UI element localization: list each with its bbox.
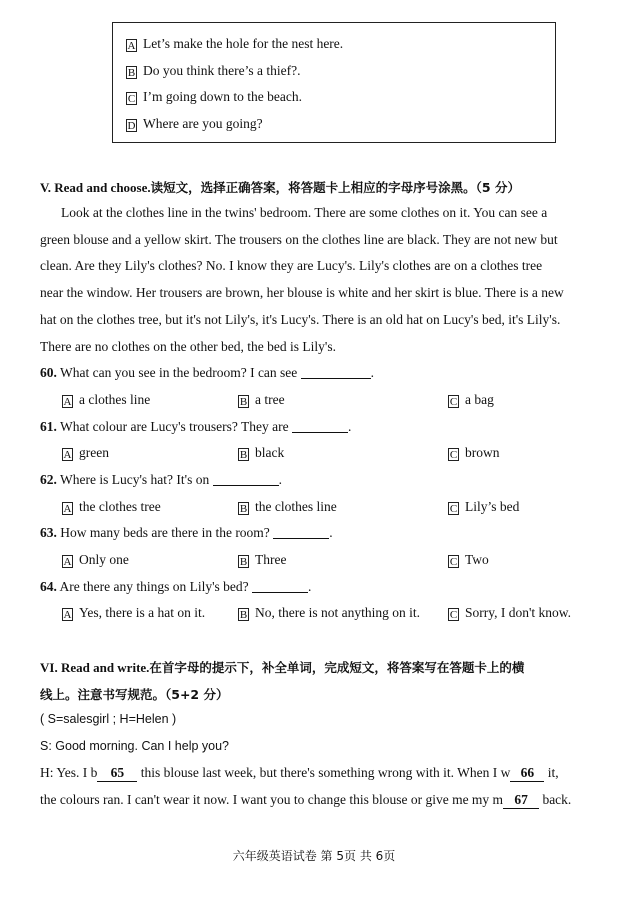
answer-blank-66[interactable]: 66	[510, 765, 544, 782]
q64-option-b[interactable]: B No, there is not anything on it.	[239, 605, 420, 621]
section6-heading: VI. Read and write.在首字母的提示下，补全单词，完成短文，将答案写在答题卡上的横	[40, 660, 525, 675]
q61-option-b[interactable]: B black	[239, 445, 285, 461]
answer-blank[interactable]	[273, 526, 329, 539]
q62-option-b[interactable]: B the clothes line	[239, 499, 337, 515]
answer-blank[interactable]	[252, 580, 308, 593]
q60-option-a[interactable]: A a clothes line	[63, 392, 151, 408]
q64-option-a[interactable]: A Yes, there is a hat on it.	[63, 605, 206, 621]
question-60: 60. What can you see in the bedroom? I can see .	[40, 365, 375, 380]
dialogue-line-1: S: Good morning. Can I help you?	[40, 739, 230, 753]
answer-blank-67[interactable]: 67	[503, 792, 539, 809]
section5-heading: V. Read and choose.读短文，选择正确答案，将答题卡上相应的字母序号涂黑。（5 分）	[40, 180, 520, 195]
q63-option-c[interactable]: C Two	[449, 552, 489, 568]
passage-line-6: There are no clothes on the other bed, the bed is Lily's.	[40, 339, 336, 354]
section6-heading-cont: 线上。注意书写规范。（5+2 分）	[40, 687, 229, 702]
passage-line-2: green blouse and a yellow skirt. The trousers on the clothes line are black. They are not new but	[40, 232, 558, 247]
q61-option-c[interactable]: C brown	[449, 445, 500, 461]
role-legend: ( S=salesgirl ; H=Helen )	[40, 712, 177, 726]
question-61: 61. What colour are Lucy's trousers? They are .	[40, 419, 352, 434]
dialogue-line-3: the colours ran. I can't wear it now. I want you to change this blouse or give me my m 67 back.	[40, 792, 572, 807]
passage-line-4: near the window. Her trousers are brown, her blouse is white and her skirt is blue. There is a new	[40, 285, 564, 300]
answer-blank[interactable]	[301, 366, 371, 379]
q62-option-c[interactable]: C Lily’s bed	[449, 499, 520, 515]
q61-option-a[interactable]: A green	[63, 445, 109, 461]
passage-line-5: hat on the clothes tree, but it's not Lily's, it's Lucy's. There is an old hat on Lucy's bed, it's Lily's.	[40, 312, 561, 327]
option-c: C I’m going down to the beach.	[127, 89, 302, 105]
option-a: A Let’s make the hole for the nest here.	[127, 36, 344, 52]
passage-line-1: Look at the clothes line in the twins' bedroom. There are some clothes on it. You can see a	[61, 205, 548, 220]
question-62: 62. Where is Lucy's hat? It's on .	[40, 472, 282, 487]
q60-option-c[interactable]: C a bag	[449, 392, 494, 408]
answer-blank[interactable]	[213, 473, 279, 486]
question-64: 64. Are there any things on Lily's bed? .	[40, 579, 312, 594]
option-b: B Do you think there’s a thief?.	[127, 63, 301, 79]
answer-blank-65[interactable]: 65	[97, 765, 137, 782]
option-d: D Where are you going?	[127, 116, 263, 132]
q63-option-b[interactable]: B Three	[239, 552, 287, 568]
q63-option-a[interactable]: A Only one	[63, 552, 129, 568]
q64-option-c[interactable]: C Sorry, I don't know.	[449, 605, 572, 621]
q60-option-b[interactable]: B a tree	[239, 392, 285, 408]
answer-blank[interactable]	[292, 420, 348, 433]
dialogue-line-2: H: Yes. I b 65 this blouse last week, but there's something wrong with it. When I w 66 it,	[40, 765, 559, 780]
q62-option-a[interactable]: A the clothes tree	[63, 499, 161, 515]
page-footer: 六年级英语试卷 第 5页 共 6页	[232, 849, 396, 863]
passage-line-3: clean. Are they Lily's clothes? No. I know they are Lucy's. Lily's clothes are on a clothes tree	[40, 258, 543, 273]
question-63: 63. How many beds are there in the room? .	[40, 525, 333, 540]
